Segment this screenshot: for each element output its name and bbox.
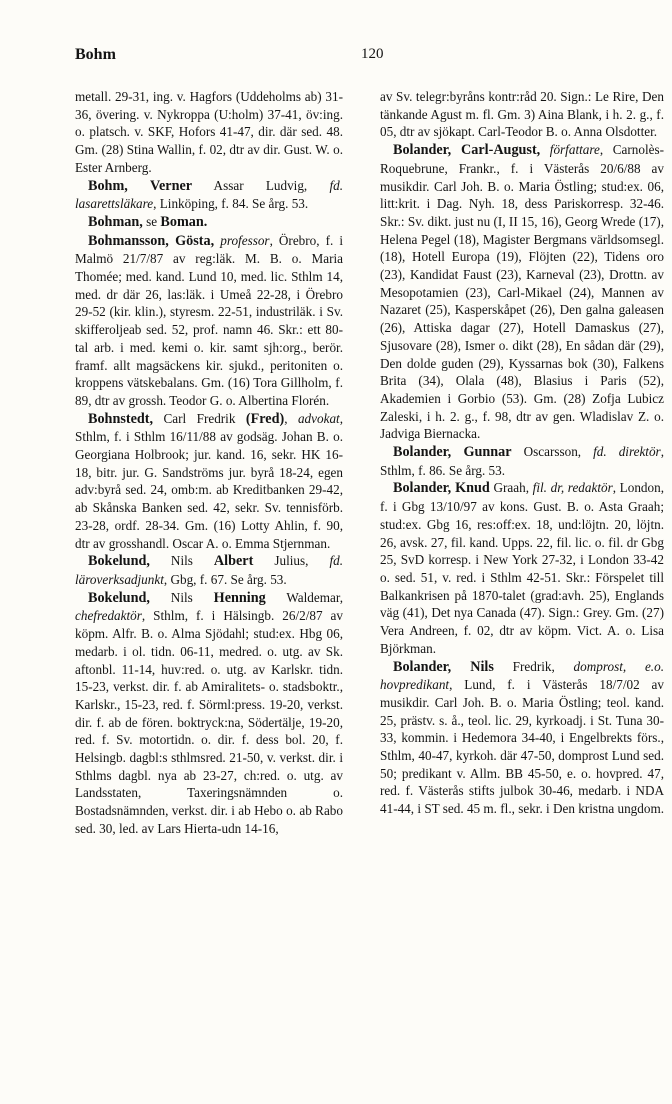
entry-text: , Sthlm, f. i Sthlm 16/11/88 av godsäg. Johan B. o. Georgiana Holbrook; jur. kand. 16, sekr. HK 16-18, bitr. jur. G. Sandströms jur. byrå 18-24, egen adv:byrå sed. 24, omb:m. ab Kreditbanken 29-42, ab Skånska Banken sed. 42, sekr. Sv. tennisförb. 23-28, ordf. 28-34. Gm. (16) Lotty Ahlin, f. 90, dtr av grosshandl. Oscar A. o. Emma Stjernman. xyxy=(75,410,343,551)
entry-text: Oscarsson, xyxy=(511,444,594,460)
entry-text: Waldemar, xyxy=(265,589,343,605)
entry-name: Bolander, Knud xyxy=(393,480,490,497)
entry-name: Bohmansson, Gösta, xyxy=(88,232,215,249)
entry-title: fd. lasarettsläkare xyxy=(75,177,344,212)
entry-name: Henning xyxy=(213,589,266,606)
left-column xyxy=(75,88,343,838)
entry-title: fd. läroverksadjunkt xyxy=(75,553,343,587)
entry-text: Assar Ludvig, xyxy=(192,177,330,193)
entry-text: Carl Fredrik xyxy=(153,410,246,426)
entry-title: författare xyxy=(549,142,600,158)
entry-title: domprost, e.o. hovpredikant xyxy=(380,658,664,693)
biography-entry xyxy=(75,232,343,410)
entry-title: professor xyxy=(220,232,270,248)
biography-entry xyxy=(75,410,343,553)
entry-name: Bokelund, xyxy=(88,589,150,606)
biography-entry xyxy=(380,479,664,657)
head-word: Bohm xyxy=(75,46,116,63)
entry-name: Bohnstedt, xyxy=(88,410,154,427)
entry-text: , Lund, f. i Västerås 18/7/02 av musikdir. Carl Joh. B. o. Maria Östling; teol. kand. 25, prästv. s. å., teol. lic. 29, kyrkoadj. i St. Tuna 30-33, kommin. i Hedemora 34-40, i Engelbrekts förs., Sthlm, 40-47, kyrkoh. där 47-50, domprost Lund sed. 50; predikant v. Allm. BB 45-50, e. o. hovpred. 47, red. f. Västerås stifts julbok 30-46, medarb. i NDA 41-44, i ST sed. 45 m. fl., sekr. i Den kristna ungdom. xyxy=(380,677,665,817)
entry-name: Bohm, Verner xyxy=(88,177,193,194)
entry-text: , Linköping, f. 84. Se årg. 53. xyxy=(153,196,309,212)
entry-text: , London, f. i Gbg 13/10/97 av kons. Gust. B. o. Asta Graah; stud:ex. Gbg 16, res:off:ex. 18, und:löjtn. 20, löjtn. 26, avsk. 27, fil. kand. Upps. 22, fil. lic. o. fil. dr Gbg 25, SvD korresp. i New York 27-32, i London 33-42 o. sed. 51, v. red. i Sthlm 42-51. Skr.: Förspelet till Balkankrisen på 1870-talet (grad:avh. 25), Englands väg (41), Det nya Canada (47). Sign.: Grey. Gm. (27) Vera Andreen, f. 02, dtr av köpm. Vict. A. o. Lisa Björkman. xyxy=(380,480,665,656)
biography-entry xyxy=(380,658,664,818)
entry-text: , Carnolès-Roquebrune, Frankr., f. i Västerås 20/6/88 av musikdir. Carl Joh. B. o. Maria Östling; stud:ex. 06, litt:krit. i Dag. Nyh. 18, dess Pariskorresp. 32-46. Skr.: Sv. dikt. just nu (I, II 15, 16), Georg Wrede (17), Helena Pegel (18), Magister Bergmans världsomsegl. (18), Hotell Europa (19), Flöjten (22), Tidens oro (23), Kandidat Faust (23), Karneval (23), Drottn. av Mesopotamien (23), Carl-Mikael (24), Mannen av Nazaret (25), Kasperskåpet (26), Den galna galeasen (26), Attiska dagar (27), Hotell Damaskus (27), Sjusovare (28), Ismer o. dikt (28), En sådan där (29), Den dolde guden (29), Kyssarnas bok (30), Falkens Brita (34), Olala (48), Blasius i Paris (52), Akademien i Gorbio (53). Gm. (28) Zofja Lubicz Zaleski, i h. 2. g., f. 98, dtr av gen. Wladislav Z. o. Jadviga Biernacka. xyxy=(380,142,664,442)
biography-entry xyxy=(75,213,343,232)
entry-name: Bolander, Nils xyxy=(393,658,494,675)
biography-entry xyxy=(75,552,343,588)
biography-entry xyxy=(75,177,343,213)
entry-name: Bokelund, xyxy=(88,553,150,570)
entry-text: , Sthlm, f. 86. Se årg. 53. xyxy=(380,444,664,478)
running-head xyxy=(75,46,665,70)
biography-entry xyxy=(380,88,664,141)
entry-text: , Gbg, f. 67. Se årg. 53. xyxy=(163,571,287,587)
entry-text: , xyxy=(284,410,298,426)
entry-text: , Örebro, f. i Malmö 21/7/87 av reg:läk. M. B. o. Maria Thomée; med. kand. Lund 10, med. lic. Sthlm 14, med. dr där 26, las:läk. i Umeå 22-28, i Örebro 29-52 (kir. klin.), styresm. 22-51, industriläk. i Sv. skifferoljeab sed. 52, prof. namn 46. Skr.: ett 80-tal arb. i med. kemi o. kir. samt sjh:org., berör. framf. allt magsäckens kir. sjukd., peritoniten o. kroppens vätskebalans. Gm. (16) Tora Gillholm, f. 89, dtr av grossh. Teodor G. o. Albertina Florén. xyxy=(75,232,344,408)
biography-entry xyxy=(380,443,664,479)
entry-title: fil. dr, redaktör xyxy=(532,480,613,496)
entry-text: Nils xyxy=(149,553,214,569)
entry-text: se xyxy=(142,213,161,229)
entry-name: Boman. xyxy=(160,213,208,230)
entry-text: , Sthlm, f. i Hälsingb. 26/2/87 av köpm. Alfr. B. o. Alma Sjödahl; stud:ex. Hbg 06, medarb. i ol. tidn. 06-11, medred. o. utg. av Sk. aftonbl. 11-14, huv:red. o. utg. av Karlskr. tidn. 15-23, verkst. dir. f. ab Amiralitets- o. stadsboktr., Karlskr., 15-23, red. f. Sörml:press. 19-20, verkst. dir. f. ab de fören. boktryck:na, Södertälje, 19-20, red. f. Sv. motortidn. o. dir. f. dess bol. 20, f. Helsingb. dagbl:s sthlmsred. 21-50, v. verkst. dir. i Sthlms dagbl. nya ab 23-27, ch:red. o. utg. av Landsstaten, Taxeringsnämnden o. Bostadsnämnden, verkst. dir. i ab Hebo o. ab Rabo sed. 30, led. av Lars Hierta-udn 14-16, xyxy=(75,608,343,836)
right-column xyxy=(380,88,664,818)
entry-name: (Fred) xyxy=(245,410,285,427)
biography-entry xyxy=(75,88,343,177)
biography-entry xyxy=(75,589,343,838)
entry-text xyxy=(540,142,550,157)
entry-name: Bohman, xyxy=(88,213,143,230)
page-number: 120 xyxy=(361,46,384,62)
biography-entry xyxy=(380,141,664,443)
entry-title: advokat xyxy=(297,410,340,426)
entry-title: fd. direktör xyxy=(593,444,661,460)
entry-text: av Sv. telegr:byråns kontr:råd 20. Sign.: Le Rire, Den tänkande Agust m. fl. Gm. 3) Aina Blank, i h. 2. g., f. 05, dtr av sjökapt. Carl-Teodor B. o. Anna Olsdotter. xyxy=(380,89,664,140)
entry-text: Nils xyxy=(149,589,214,605)
entry-name: Albert xyxy=(213,553,254,570)
entry-name: Bolander, Gunnar xyxy=(393,444,512,461)
entry-name: Bolander, Carl-August, xyxy=(393,142,541,159)
entry-title: chefredaktör xyxy=(75,608,142,624)
entry-text: Fredrik, xyxy=(493,658,574,674)
entry-text: metall. 29-31, ing. v. Hagfors (Uddeholms ab) 31-36, övering. v. Nykroppa (U:holm) 37-41, öv:ing. o. platsch. v. SKF, Hofors 41-47, dir. där sed. 48. Gm. (28) Stina Wallin, f. 02, dtr av dir. Gust. W. o. Ester Arnberg. xyxy=(75,89,343,175)
entry-text: Graah, xyxy=(489,480,533,496)
entry-text: Julius, xyxy=(253,553,330,569)
